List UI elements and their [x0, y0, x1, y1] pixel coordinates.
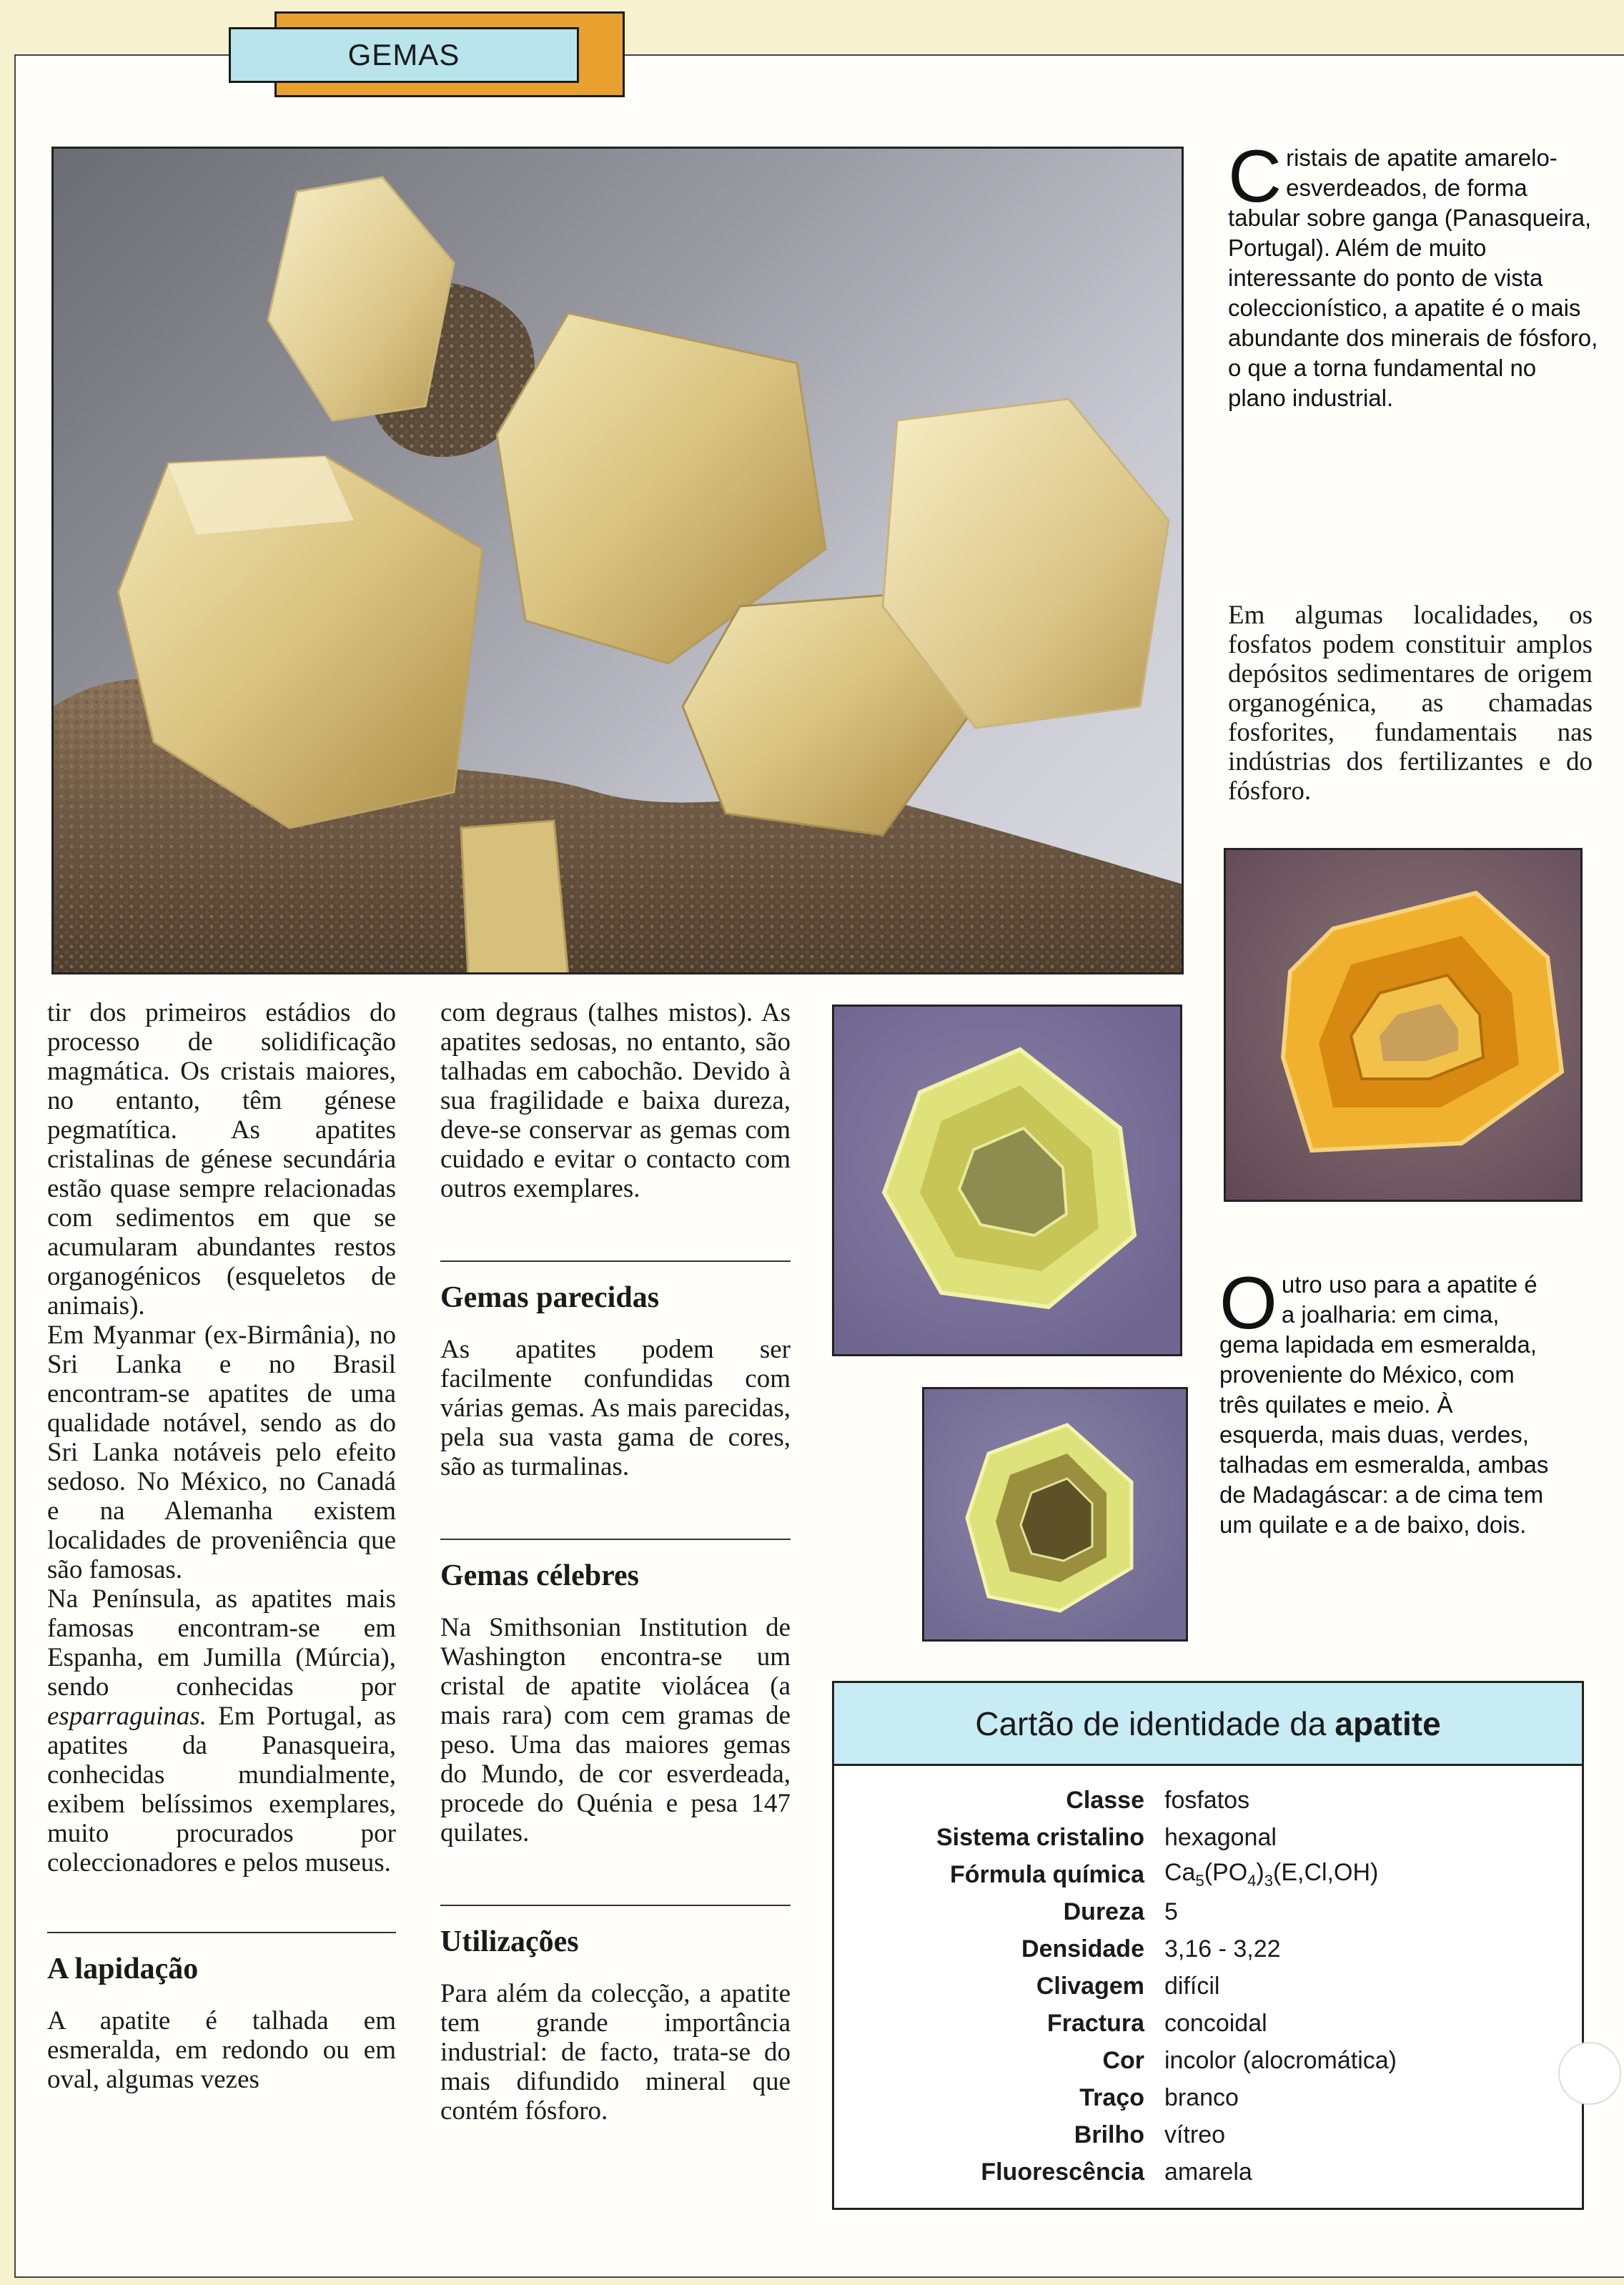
paragraph: tir dos primeiros estádios do processo de solidificação magmática. Os cristais maiores, no entanto, têm génese pegmatítica. As apatites cristalinas de génese secundária estão quase sempre relacionadas com sedimentos em que se acumularam abundantes restos organogénicos (esqueletos de animais).	[47, 998, 396, 1321]
identity-card-row	[834, 1930, 1582, 1968]
paragraph-text: Na Península, as apatites mais famosas encontram-se em Espanha, em Jumilla (Múrcia), sendo conhecidas por	[47, 1584, 396, 1702]
identity-card-label: Sistema cristalino	[936, 1823, 1144, 1851]
identity-card-label: Clivagem	[1036, 1972, 1144, 2000]
identity-card-value: concoidal	[1164, 2009, 1267, 2037]
caption-drop-cap: O	[1219, 1262, 1277, 1345]
paragraph	[47, 1584, 396, 1877]
identity-card-row	[834, 2116, 1582, 2153]
section-heading-gemas-parecidas: Gemas parecidas	[440, 1281, 660, 1314]
identity-card-title-mineral: apatite	[1335, 1704, 1441, 1742]
section-divider	[47, 1932, 396, 1933]
paragraph: A apatite é talhada em esmeralda, em redondo ou em oval, algumas vezes	[47, 2006, 396, 2094]
identity-card-row	[834, 1819, 1582, 1856]
identity-card-row	[834, 2153, 1582, 2191]
madagascar-gem-top-photo	[832, 1005, 1182, 1356]
madagascar-gem-bottom-photo	[922, 1387, 1188, 1642]
identity-card-row	[834, 1782, 1582, 1819]
paragraph: Em Myanmar (ex-Birmânia), no Sri Lanka e no Brasil encontram-se apatites de uma qualidade notável, sendo as do Sri Lanka notáveis pelo efeito sedoso. No México, no Canadá e na Alemanha existem localidades de proveniência que são famosas.	[47, 1321, 396, 1584]
paragraph-italic: esparraguinas.	[47, 1702, 207, 1731]
green-emerald-cut-gem-illustration	[834, 1007, 1182, 1356]
section-heading-gemas-celebres: Gemas célebres	[440, 1559, 639, 1592]
apatite-crystals-illustration	[54, 149, 1184, 974]
identity-card-row	[834, 2079, 1582, 2116]
section-heading-lapidacao: A lapidação	[47, 1953, 199, 1985]
identity-card-value: 3,16 - 3,22	[1164, 1935, 1281, 1963]
paragraph: com degraus (talhes mistos). As apatites sedosas, no entanto, são talhadas em cabochão. Devido à sua fragilidade e baixa dureza, deve-se conservar as gemas com cuidado e evitar o contacto com outros exemplares.	[440, 998, 791, 1203]
identity-card	[832, 1681, 1584, 2210]
gems-caption	[1219, 1262, 1555, 1540]
text-column-1	[47, 998, 396, 2094]
identity-card-title-prefix: Cartão de identidade da	[975, 1704, 1327, 1742]
identity-card-value: 5	[1164, 1897, 1178, 1925]
section-divider	[440, 1539, 791, 1540]
mexico-gem-photo	[1224, 848, 1583, 1202]
identity-card-value: difícil	[1164, 1972, 1220, 2000]
section-divider	[440, 1905, 791, 1906]
identity-card-row	[834, 1856, 1582, 1893]
identity-card-label: Fractura	[1046, 2009, 1144, 2037]
section-tab: GEMAS	[229, 27, 579, 83]
identity-card-row	[834, 1893, 1582, 1930]
identity-card-row	[834, 2042, 1582, 2079]
identity-card-value: branco	[1164, 2083, 1239, 2111]
text-column-2	[440, 998, 791, 2126]
binder-hole	[1558, 2042, 1621, 2105]
identity-card-rows	[834, 1766, 1582, 2191]
emerald-cut-gem-illustration	[1226, 850, 1583, 1202]
identity-card-title	[834, 1683, 1582, 1766]
caption-text: utro uso para a apatite é a joalharia: em cima, gema lapidada em esmeralda, proveniente do México, com três quilates e meio. À esquerda, mais duas, verdes, talhadas em esmeralda, ambas de Madagáscar: a de cima tem um quilate e a de baixo, dois.	[1219, 1271, 1549, 1538]
paragraph-text: Em Portugal, as apatites da Panasqueira, conhecidas mundialmente, exibem belíssimos exemplares, muito procurados por coleccionadores e pelos museus.	[47, 1702, 396, 1877]
identity-card-row	[834, 2005, 1582, 2042]
identity-card-value: hexagonal	[1164, 1823, 1277, 1851]
identity-card-label: Traço	[1079, 2083, 1144, 2111]
section-heading-utilizacoes: Utilizações	[440, 1925, 579, 1958]
identity-card-label: Fórmula química	[949, 1860, 1144, 1888]
caption-text: ristais de apatite amarelo-esverdeados, de forma tabular sobre ganga (Panasqueira, Portugal). Além de muito interessante do ponto de vista coleccionístico, a apatite é o mais abundante dos minerais de fósforo, o que a torna fundamental no plano industrial.	[1228, 144, 1598, 411]
identity-card-label: Densidade	[1021, 1935, 1144, 1963]
identity-card-label: Cor	[1102, 2046, 1144, 2074]
identity-card-label: Classe	[1066, 1786, 1144, 1814]
identity-card-value: vítreo	[1164, 2121, 1226, 2148]
identity-card-label: Dureza	[1063, 1897, 1144, 1925]
paragraph: Para além da colecção, a apatite tem grande importância industrial: de facto, trata-se do mais difundido mineral que contém fósforo.	[440, 1979, 791, 2126]
identity-card-row	[834, 1968, 1582, 2005]
identity-card-value: $Ca_5(PO_4)_3(E,Cl,OH)$	[1164, 1859, 1379, 1890]
identity-card-label: Brilho	[1074, 2121, 1144, 2148]
main-photo-caption	[1228, 135, 1600, 413]
green-emerald-cut-gem-small-illustration	[924, 1389, 1188, 1642]
caption-drop-cap: C	[1228, 135, 1282, 218]
phosphorite-paragraph: Em algumas localidades, os fosfatos podem constituir amplos depósitos sedimentares de origem organogénica, as chamadas fosforites, fundamentais nas indústrias dos fertilizantes e do fósforo.	[1228, 601, 1593, 806]
identity-card-value: incolor (alocromática)	[1164, 2046, 1397, 2074]
section-divider	[440, 1260, 791, 1262]
identity-card-value: amarela	[1164, 2158, 1252, 2186]
apatite-crystals-photo	[51, 147, 1184, 974]
identity-card-value: fosfatos	[1164, 1786, 1250, 1814]
paragraph: As apatites podem ser facilmente confundidas com várias gemas. As mais parecidas, pela sua vasta gama de cores, são as turmalinas.	[440, 1335, 791, 1481]
paragraph: Na Smithsonian Institution de Washington encontra-se um cristal de apatite violácea (a mais rara) com cem gramas de peso. Uma das maiores gemas do Mundo, de cor esverdeada, procede do Quénia e pesa 147 quilates.	[440, 1613, 791, 1847]
identity-card-label: Fluorescência	[981, 2158, 1144, 2186]
